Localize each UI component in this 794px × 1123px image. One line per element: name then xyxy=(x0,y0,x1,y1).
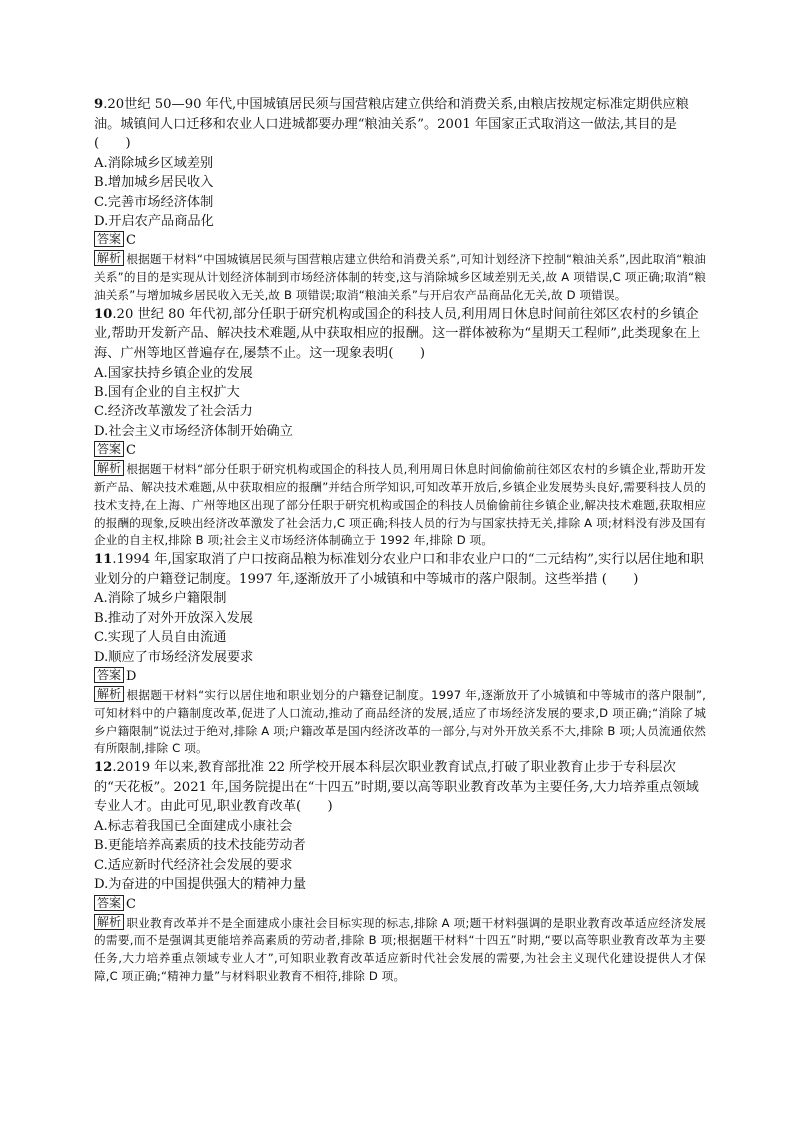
option-A: A.消除城乡区域差别 xyxy=(94,155,214,171)
option-B: B.更能培养高素质的技术技能劳动者 xyxy=(94,838,306,854)
option-B: B.国有企业的自主权扩大 xyxy=(94,384,240,400)
option-D: D.顺应了市场经济发展要求 xyxy=(94,649,254,665)
analysis-paragraph xyxy=(94,460,706,550)
answer-line xyxy=(94,441,706,460)
option-D: D.为奋进的中国提供强大的精神力量 xyxy=(94,877,307,893)
analysis-paragraph xyxy=(94,686,706,758)
answer-value: C xyxy=(126,896,136,912)
question-stem xyxy=(94,758,706,817)
option-A: A.国家扶持乡镇企业的发展 xyxy=(94,365,253,381)
option-D: D.社会主义市场经济体制开始确立 xyxy=(94,423,293,439)
option-A: A.标志着我国已全面建成小康社会 xyxy=(94,818,293,834)
question-12 xyxy=(94,758,706,986)
answer-line xyxy=(94,895,706,914)
document-body xyxy=(94,95,706,986)
answer-value: C xyxy=(126,233,136,249)
question-number: 9 xyxy=(94,97,104,112)
question-stem xyxy=(94,550,706,589)
question-10 xyxy=(94,305,706,550)
answer-tag: 答案 xyxy=(94,667,124,683)
option-B: B.增加城乡居民收入 xyxy=(94,175,214,191)
option-B: B.推动了对外开放深入发展 xyxy=(94,610,253,626)
option-A: A.消除了城乡户籍限制 xyxy=(94,591,227,607)
option-C: C.经济改革激发了社会活力 xyxy=(94,404,253,420)
question-text: .2019 年以来,教育部批准 22 所学校开展本科层次职业教育试点,打破了职业教育止步于专科层次的“天花板”。2021 年,国务院提出在“十四五”时期,要以高等职业教育改革为主要任务,大力培养重点领域专业人才。由此可见,职业教育改革( ) xyxy=(94,760,699,815)
question-stem xyxy=(94,305,706,364)
option-C: C.实现了人员自由流通 xyxy=(94,630,227,646)
analysis-tag: 解析 xyxy=(94,914,124,930)
question-text: .20 世纪 80 年代初,部分任职于研究机构或国企的科技人员,利用周日休息时间前往郊区农村的乡镇企业,帮助开发新产品、解决技术难题,从中获取相应的报酬。这一群体被称为“星期天工程师”,此类现象在上海、广州等地区普遍存在,屡禁不止。这一现象表明( ) xyxy=(94,306,701,361)
analysis-tag: 解析 xyxy=(94,250,124,266)
question-11 xyxy=(94,550,706,758)
question-9 xyxy=(94,95,706,305)
analysis-text: 根据题干材料“实行以居住地和职业划分的户籍登记制度。1997 年,逐渐放开了小城镇和中等城市的落户限制”,可知材料中的户籍制度改革,促进了人口流动,推动了商品经济的发展,适应了市场经济发展的要求,D 项正确;“消除了城乡户籍限制”说法过于绝对,排除 A 项;户籍改革是国内经济改革的一部分,与对外开放关系不大,排除 B 项;人员流通依然有所限制,排除 C 项。 xyxy=(94,688,706,756)
question-text: .20世纪 50—90 年代,中国城镇居民须与国营粮店建立供给和消费关系,由粮店按规定标准定期供应粮油。城镇间人口迁移和农业人口进城都要办理“粮油关系”。2001 年国家正式取消这一做法,其目的是( ) xyxy=(94,97,689,152)
answer-tag: 答案 xyxy=(94,441,124,457)
analysis-tag: 解析 xyxy=(94,460,124,476)
question-text: .1994 年,国家取消了户口按商品粮为标准划分农业户口和非农业户口的“二元结构”,实行以居住地和职业划分的户籍登记制度。1997 年,逐渐放开了小城镇和中等城市的落户限制。这些举措 ( ) xyxy=(94,552,704,587)
option-D: D.开启农产品商品化 xyxy=(94,214,214,229)
analysis-text: 职业教育改革并不是全面建成小康社会目标实现的标志,排除 A 项;题干材料强调的是职业教育改革适应经济发展的需要,而不是强调其更能培养高素质的劳动者,排除 B 项;根据题干材料“十四五”时期,“要以高等职业教育改革为主要任务,大力培养重点领域专业人才”,可知职业教育改革适应新时代社会发展的需要,为社会主义现代化建设提供人才保障,C 项正确;“精神力量”与材料职业教育不相符,排除 D 项。 xyxy=(94,915,706,983)
option-C: C.适应新时代经济社会发展的要求 xyxy=(94,857,293,873)
answer-value: C xyxy=(126,443,136,459)
answer-tag: 答案 xyxy=(94,895,124,911)
analysis-tag: 解析 xyxy=(94,686,124,702)
analysis-paragraph xyxy=(94,250,706,304)
answer-tag: 答案 xyxy=(94,231,124,247)
question-number: 10 xyxy=(94,306,113,322)
answer-line xyxy=(94,667,706,686)
answer-line xyxy=(94,231,706,250)
answer-value: D xyxy=(126,669,137,684)
question-number: 12 xyxy=(94,760,113,776)
option-C: C.完善市场经济体制 xyxy=(94,194,214,210)
analysis-text: 根据题干材料“部分任职于研究机构或国企的科技人员,利用周日休息时间偷偷前往郊区农村的乡镇企业,帮助开发新产品、解决技术难题,从中获取相应的报酬”并结合所学知识,可知改革开放后,乡镇企业发展势头良好,需要科技人员的技术支持,在上海、广州等地区出现了部分任职于研究机构或国企的科技人员偷偷前往乡镇企业,解决技术难题,获取相应的报酬的现象,反映出经济改革激发了社会活力,C 项正确;科技人员的行为与国家扶持无关,排除 A 项;材料没有涉及国有企业的自主权,排除 B 项;社会主义市场经济体制确立于 1992 年,排除 D 项。 xyxy=(94,462,706,548)
question-number: 11 xyxy=(94,552,113,568)
analysis-paragraph xyxy=(94,914,706,986)
question-stem xyxy=(94,95,706,154)
analysis-text: 根据题干材料“中国城镇居民须与国营粮店建立供给和消费关系”,可知计划经济下控制“粮油关系”,因此取消“粮油关系”的目的是实现从计划经济体制到市场经济体制的转变,这与消除城乡区域差别无关,故 A 项错误,C 项正确;取消“粮油关系”与增加城乡居民收入无关,故 B 项错误;取消“粮油关系”与开启农产品商品化无关,故 D 项错误。 xyxy=(94,252,706,302)
